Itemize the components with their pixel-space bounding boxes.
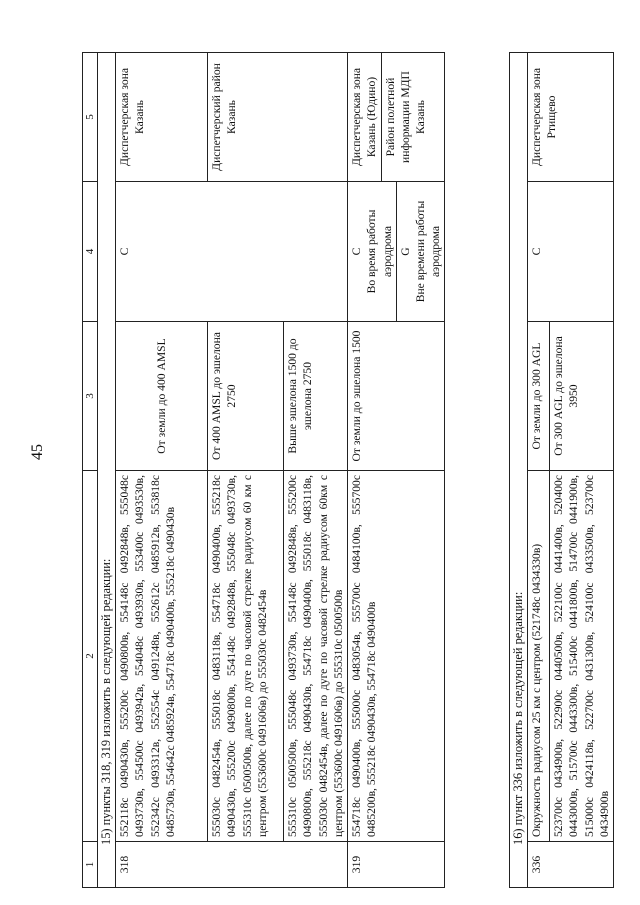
height-318-a: От земли до 400 AMSL (116, 322, 208, 471)
coordinates-318-b: 555030с 0482454в, 555018с 0483118в, 554718с 0490400в, 555218с 0490430в, 555200с 0490800в, 554148с 0492848в, 555048с 0493730в, 555310с 0500500в, далее по дуге по часовой стрелке радиусом 60 км с центром (553600с 0491606в) до 555030с 0482454в (208, 471, 284, 842)
page-number: 45 (29, 444, 46, 460)
zone-319-top: Диспетчерская зона Казань (Юдино) (350, 67, 379, 167)
row-number-318: 318 (116, 842, 348, 888)
table-row (348, 53, 445, 888)
class-319-top-letter: C (350, 247, 364, 256)
coordinates-319: 554718с 0490400в, 555000с 0483054в, 555700с 0484100в, 555700с 0485200в, 555218с 0490430в, 554718с 0490400в (348, 471, 445, 842)
coordinates-336-a: Окружность радиусом 25 км с центром (521748с 0434330в) (528, 471, 550, 842)
table-row (116, 53, 208, 888)
class-336: C (528, 182, 614, 322)
class-319-top (348, 182, 396, 321)
coordinates-336-b: 523700с 0434900в, 522900с 0440500в, 522100с 0441400в, 520400с 0443000в, 515700с 0443300в, 515400с 0441800в, 514700с 0441900в, 515000с 0424118в, 522700с 0431300в, 524100с 0433500в, 523700с 0434900в (550, 471, 614, 842)
height-319: От земли до эшелона 1500 (348, 322, 445, 471)
height-336-a: От земли до 300 AGL (528, 322, 550, 471)
airspace-table-15 (82, 52, 445, 888)
class-319-bottom-note: Вне времени работы аэродрома (414, 200, 443, 303)
class-319-top-note: Во время работы аэродрома (365, 209, 394, 294)
zone-319 (348, 53, 445, 182)
table-row (528, 53, 550, 888)
section-16-intro-row (510, 53, 528, 888)
column-header-row (83, 53, 98, 888)
section-16-intro: 16) пункт 336 изложить в следующей редакции: (510, 53, 528, 888)
row-number-319: 319 (348, 842, 445, 888)
class-318: C (116, 182, 348, 322)
column-header-1: 1 (83, 842, 98, 888)
class-319-bottom (396, 182, 445, 321)
zone-318-b: Диспетчерский район Казань (208, 53, 348, 182)
table-row (208, 53, 284, 888)
coordinates-318-a: 552118с 0490430в, 555200с 0490800в, 554148с 0492848в, 555048с 0493730в, 554500с 0493942в, 554048с 0493930в, 553400с 0493530в, 552342с 0493312в, 552554с 0491248в, 552612с 0485912в, 553818с 0485730в, 554642с 0485924в, 554718с 0490400в, 555218с 0490430в (116, 471, 208, 842)
column-header-4: 4 (83, 182, 98, 322)
section-15-intro: 15) пункты 318, 319 изложить в следующей редакции: (98, 53, 116, 888)
zone-336: Диспетчерская зона Ртищево (528, 53, 614, 182)
zone-318-a: Диспетчерская зона Казань (116, 53, 208, 182)
class-319 (348, 182, 445, 322)
row-number-336: 336 (528, 842, 614, 888)
column-header-2: 2 (83, 471, 98, 842)
rotated-document (82, 18, 635, 888)
airspace-table-16 (509, 52, 614, 888)
height-318-c: Выше эшелона 1500 до эшелона 2750 (284, 322, 348, 471)
column-header-5: 5 (83, 53, 98, 182)
zone-319-bottom: Район полетной информации МДП Казань (381, 53, 430, 181)
column-header-3: 3 (83, 322, 98, 471)
height-318-b: От 400 AMSL до эшелона 2750 (208, 322, 284, 471)
section-15-intro-row (98, 53, 116, 888)
coordinates-318-c: 555310с 0500500в, 555048с 0493730в, 554148с 0492848в, 555200с 0490800в, 555218с 0490430в, 554718с 0490400в, 555018с 0483118в, 555030с 0482454в, далее по дуге по часовой стрелке радиусом 60км с центром (553600с 0491606в) до 555310с 0500500в (284, 471, 348, 842)
height-336-b: От 300 AGL до эшелона 3950 (550, 322, 614, 471)
class-319-bottom-letter: G (398, 247, 412, 256)
